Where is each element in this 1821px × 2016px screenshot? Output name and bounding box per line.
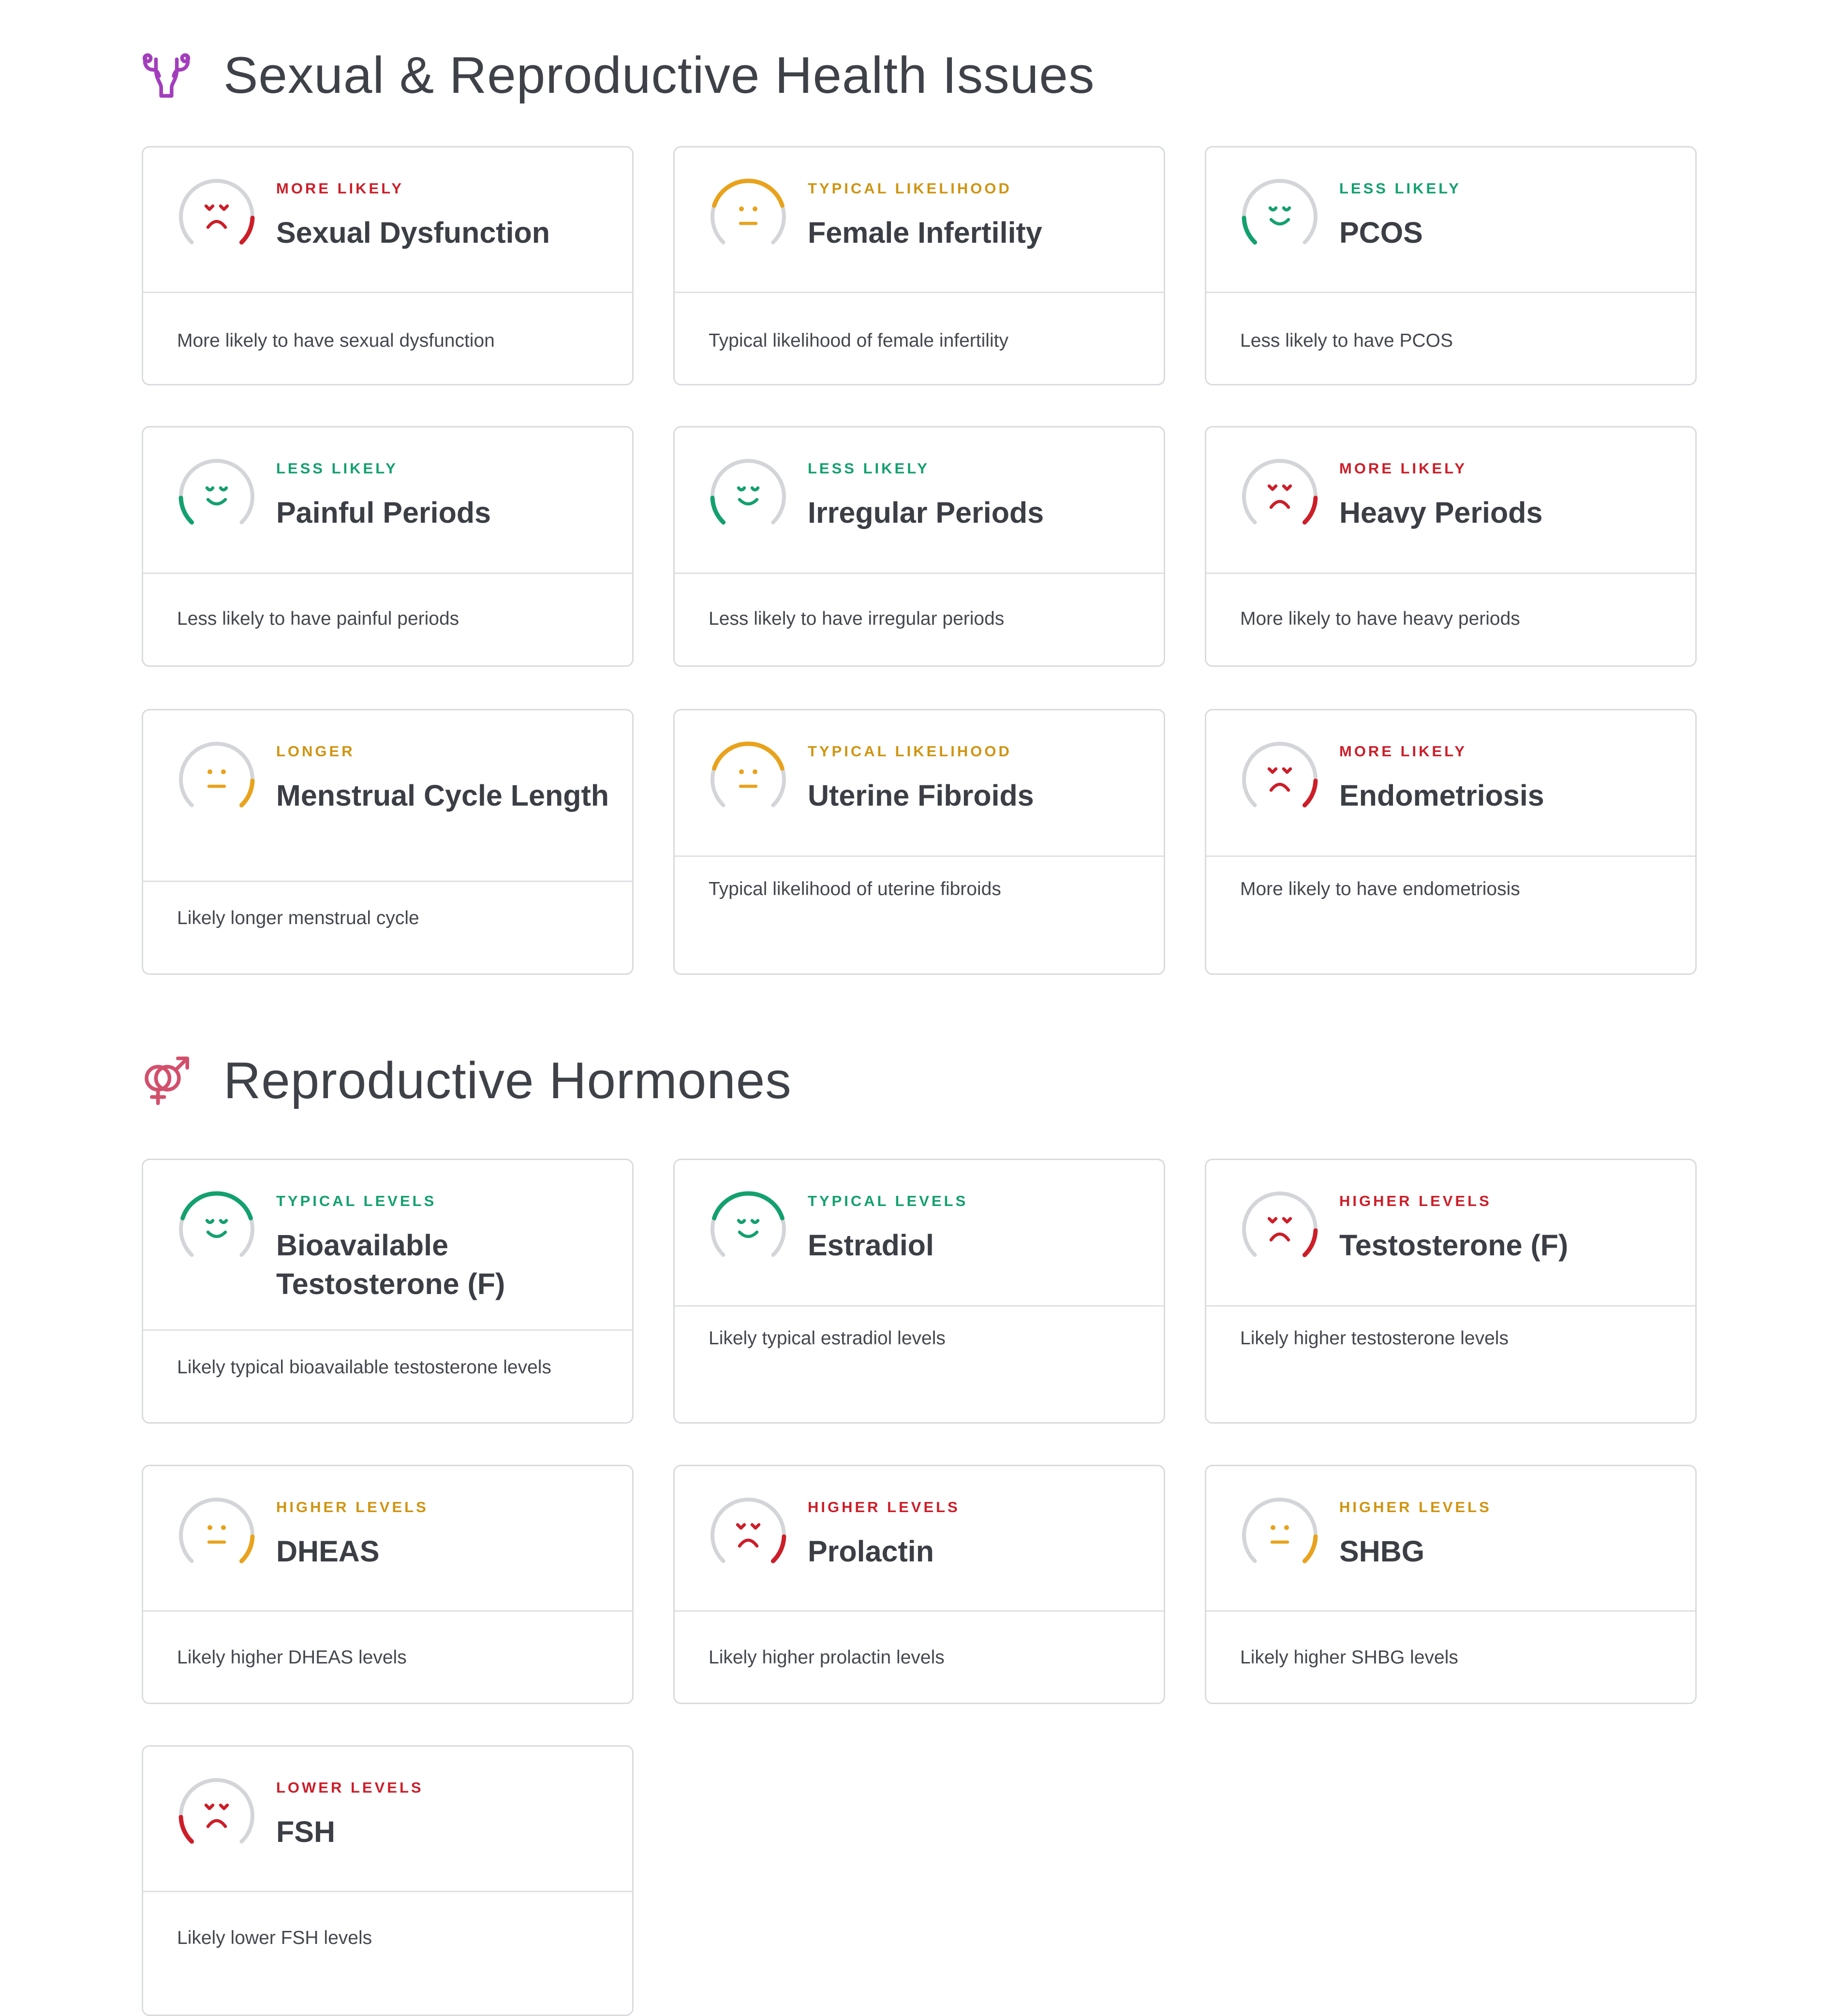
happy-face (739, 1221, 758, 1236)
card-title: Sexual Dysfunction (276, 216, 550, 249)
card-header (675, 427, 1164, 574)
gauge-indicator (714, 744, 783, 768)
gauge-sad-face-icon (1238, 458, 1321, 535)
status-label: HIGHER LEVELS (1339, 1192, 1492, 1209)
card-description: Less likely to have PCOS (1240, 330, 1453, 351)
section-header-health-issues (140, 45, 1095, 104)
card-description: Likely typical estradiol levels (709, 1328, 946, 1349)
gender-symbol-icon (140, 1054, 192, 1106)
status-label: MORE LIKELY (276, 180, 404, 197)
card-header (1206, 147, 1695, 293)
result-card[interactable] (673, 1159, 1165, 1424)
gauge-indicator (1304, 1537, 1316, 1561)
uterus-icon (140, 49, 192, 101)
card-header (675, 1160, 1164, 1307)
result-card[interactable] (1205, 1159, 1697, 1424)
gauge-indicator (241, 218, 252, 243)
card-description: Less likely to have painful periods (177, 608, 459, 629)
status-label: TYPICAL LEVELS (276, 1192, 437, 1209)
gauge-indicator (183, 1193, 251, 1218)
result-card[interactable] (142, 709, 634, 975)
gauge-indicator (181, 498, 192, 523)
card-header (143, 147, 632, 293)
gauge-indicator (712, 498, 724, 523)
card-title: Prolactin (808, 1535, 934, 1568)
gauge-neutral-face-icon (1238, 1497, 1321, 1574)
section-title: Reproductive Hormones (223, 1051, 792, 1109)
card-header (1206, 427, 1695, 574)
gauge-track (1244, 744, 1316, 805)
gauge-indicator (181, 1817, 192, 1842)
happy-face (207, 488, 226, 504)
card-description: Likely lower FSH levels (177, 1928, 372, 1948)
gauge-neutral-face-icon (707, 178, 790, 255)
gauge-sad-face-icon (1238, 1191, 1321, 1268)
gauge-indicator (714, 181, 783, 206)
result-card[interactable] (673, 426, 1165, 667)
section-title: Sexual & Reproductive Health Issues (223, 45, 1095, 104)
status-label: TYPICAL LIKELIHOOD (808, 180, 1012, 197)
gauge-sad-face-icon (1238, 741, 1321, 818)
gauge-track (181, 461, 252, 522)
result-card[interactable] (142, 426, 634, 667)
gauge-indicator (1304, 781, 1316, 806)
result-card[interactable] (673, 709, 1165, 975)
card-title: Female Infertility (808, 216, 1042, 249)
gauge-sad-face-icon (175, 178, 258, 255)
card-header (1206, 710, 1695, 857)
card-description: Likely higher SHBG levels (1240, 1647, 1458, 1668)
status-label: MORE LIKELY (1339, 743, 1467, 760)
gauge-track (1244, 1500, 1316, 1561)
card-description: Likely typical bioavailable testosterone levels (177, 1357, 551, 1378)
card-description: More likely to have heavy periods (1240, 608, 1520, 629)
gauge-sad-face-icon (707, 1497, 790, 1574)
gauge-track (712, 461, 784, 522)
card-title: DHEAS (276, 1535, 380, 1568)
result-card[interactable] (142, 1745, 634, 2016)
card-description: Likely higher testosterone levels (1240, 1328, 1509, 1349)
sad-face (738, 1525, 759, 1546)
gauge-happy-face-icon (1238, 178, 1321, 255)
gauge-track (1244, 461, 1316, 522)
gauge-track (181, 744, 252, 805)
gauge-track (181, 1780, 252, 1841)
gauge-happy-face-icon (707, 1191, 790, 1268)
result-card[interactable] (1205, 1465, 1697, 1704)
status-label: LOWER LEVELS (276, 1779, 424, 1796)
neutral-face (739, 769, 757, 786)
sad-face (206, 206, 227, 227)
result-card[interactable] (1205, 146, 1697, 385)
gauge-neutral-face-icon (175, 741, 258, 818)
happy-face (207, 1221, 226, 1236)
neutral-face (739, 206, 757, 223)
happy-face (739, 488, 758, 504)
card-header (1206, 1160, 1695, 1307)
status-label: TYPICAL LIKELIHOOD (808, 743, 1012, 760)
card-title: Bioavailable Testosterone (F) (276, 1229, 505, 1300)
sad-face (206, 1805, 227, 1826)
gauge-indicator (1244, 218, 1255, 243)
card-description: Likely longer menstrual cycle (177, 908, 419, 928)
status-label: LESS LIKELY (1339, 180, 1461, 197)
gauge-track (712, 1500, 784, 1561)
status-label: HIGHER LEVELS (276, 1499, 429, 1516)
card-title: SHBG (1339, 1535, 1425, 1568)
gauge-indicator (241, 781, 252, 806)
result-card[interactable] (1205, 709, 1697, 975)
result-card[interactable] (142, 146, 634, 385)
card-header (1206, 1466, 1695, 1612)
sad-face (1269, 769, 1290, 790)
gauge-sad-face-icon (175, 1777, 258, 1854)
neutral-face (1271, 1525, 1289, 1542)
result-card[interactable] (673, 1465, 1165, 1704)
card-title: Painful Periods (276, 496, 491, 529)
status-label: MORE LIKELY (1339, 460, 1467, 477)
card-description: Typical likelihood of female infertility (709, 330, 1008, 351)
card-title: Irregular Periods (808, 496, 1044, 529)
result-card[interactable] (142, 1159, 634, 1424)
card-title: Uterine Fibroids (808, 779, 1034, 812)
gauge-indicator (714, 1193, 783, 1218)
happy-face (1270, 208, 1289, 224)
gauge-track (181, 1500, 252, 1561)
status-label: LONGER (276, 743, 355, 760)
sad-face (1269, 486, 1290, 507)
gauge-track (181, 181, 252, 242)
card-description: More likely to have endometriosis (1240, 879, 1520, 899)
card-header (675, 710, 1164, 857)
card-title: Estradiol (808, 1229, 934, 1262)
gauge-neutral-face-icon (175, 1497, 258, 1574)
card-header (143, 710, 632, 882)
card-description: Less likely to have irregular periods (709, 608, 1005, 629)
card-header (675, 1466, 1164, 1612)
card-description: Likely higher DHEAS levels (177, 1647, 407, 1668)
gauge-indicator (1304, 498, 1316, 523)
gauge-happy-face-icon (175, 458, 258, 535)
card-header (143, 427, 632, 574)
card-header (143, 1747, 632, 1892)
status-label: HIGHER LEVELS (1339, 1499, 1492, 1516)
card-title: Testosterone (F) (1339, 1229, 1569, 1262)
card-header (675, 147, 1164, 293)
status-label: LESS LIKELY (276, 460, 398, 477)
card-description: Likely higher prolactin levels (709, 1647, 945, 1668)
gauge-indicator (1304, 1231, 1316, 1255)
card-title: FSH (276, 1815, 335, 1848)
gauge-indicator (773, 1537, 784, 1561)
card-header (143, 1466, 632, 1612)
card-description: More likely to have sexual dysfunction (177, 330, 495, 351)
gauge-happy-face-icon (707, 458, 790, 535)
card-title: Endometriosis (1339, 779, 1544, 812)
section-header-reproductive-hormones (140, 1051, 792, 1109)
gauge-track (1244, 1193, 1316, 1255)
card-title: PCOS (1339, 216, 1423, 249)
gauge-neutral-face-icon (707, 741, 790, 818)
card-title: Menstrual Cycle Length (276, 779, 609, 812)
neutral-face (207, 1525, 226, 1542)
status-label: TYPICAL LEVELS (808, 1192, 968, 1209)
status-label: HIGHER LEVELS (808, 1499, 960, 1516)
card-header (143, 1160, 632, 1331)
result-card[interactable] (1205, 426, 1697, 667)
status-label: LESS LIKELY (808, 460, 930, 477)
gauge-indicator (241, 1537, 252, 1561)
result-card[interactable] (673, 146, 1165, 385)
card-description: Typical likelihood of uterine fibroids (709, 879, 1001, 899)
gauge-track (1244, 181, 1316, 242)
gauge-happy-face-icon (175, 1191, 258, 1268)
sad-face (1269, 1219, 1290, 1240)
result-card[interactable] (142, 1465, 634, 1704)
neutral-face (207, 769, 226, 786)
card-title: Heavy Periods (1339, 496, 1543, 529)
